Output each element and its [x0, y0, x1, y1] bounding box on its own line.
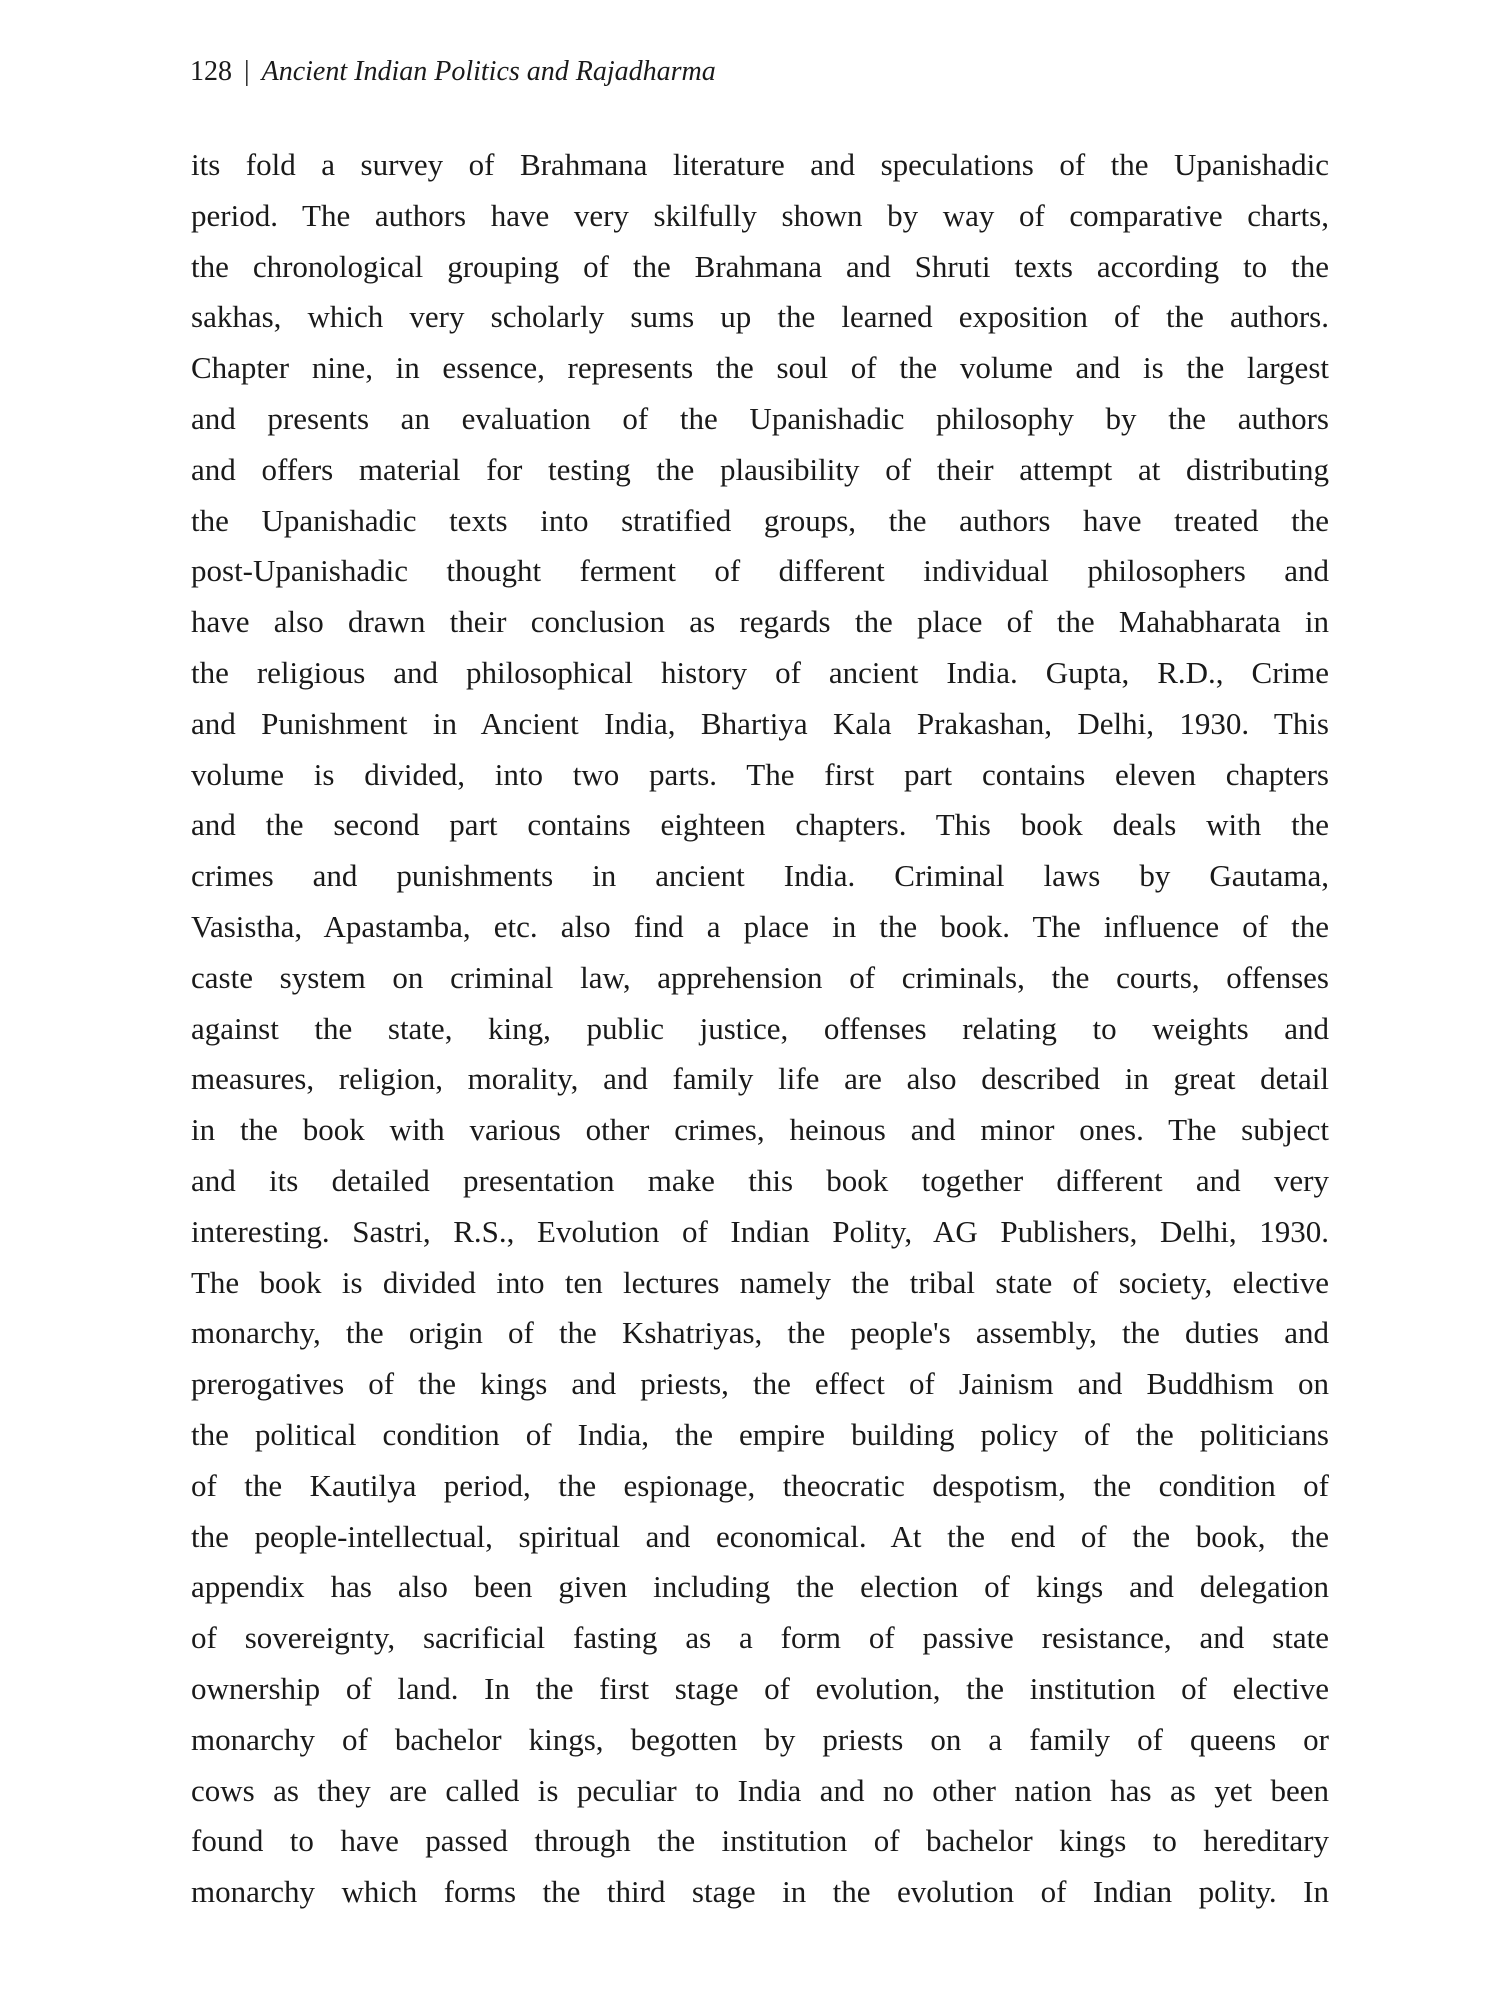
text-line: appendix has also been given including the election of kings and delegation [191, 1569, 1329, 1605]
text-line: monarchy which forms the third stage in the evolution of Indian polity. In [191, 1874, 1329, 1910]
text-line: prerogatives of the kings and priests, the effect of Jainism and Buddhism on [191, 1366, 1329, 1402]
text-line: monarchy, the origin of the Kshatriyas, the people's assembly, the duties and [191, 1315, 1329, 1351]
text-line: the political condition of India, the empire building policy of the politicians [191, 1416, 1329, 1452]
text-line: volume is divided, into two parts. The first part contains eleven chapters [191, 756, 1329, 792]
page-number: 128 [190, 56, 232, 87]
text-line: Vasistha, Apastamba, etc. also find a place in the book. The influence of the [191, 908, 1329, 944]
text-line: Chapter nine, in essence, represents the soul of the volume and is the largest [191, 350, 1329, 386]
text-line: ownership of land. In the first stage of evolution, the institution of elective [191, 1670, 1329, 1706]
text-line: and offers material for testing the plausibility of their attempt at distributing [191, 451, 1329, 487]
running-title: Ancient Indian Politics and Rajadharma [261, 56, 716, 87]
text-line: interesting. Sastri, R.S., Evolution of Indian Polity, AG Publishers, Delhi, 1930. [191, 1213, 1329, 1249]
text-line: and presents an evaluation of the Upanishadic philosophy by the authors [191, 400, 1329, 436]
text-line: against the state, king, public justice, offenses relating to weights and [191, 1010, 1329, 1046]
text-line: and its detailed presentation make this book together different and very [191, 1162, 1329, 1198]
text-line: sakhas, which very scholarly sums up the learned exposition of the authors. [191, 299, 1329, 335]
text-line: found to have passed through the institution of bachelor kings to hereditary [191, 1823, 1329, 1859]
text-line: crimes and punishments in ancient India. Criminal laws by Gautama, [191, 858, 1329, 894]
text-line: and the second part contains eighteen chapters. This book deals with the [191, 807, 1329, 843]
text-line: and Punishment in Ancient India, Bhartiya Kala Prakashan, Delhi, 1930. This [191, 705, 1329, 741]
text-line: its fold a survey of Brahmana literature and speculations of the Upanishadic [191, 147, 1329, 182]
text-line: the people-intellectual, spiritual and economical. At the end of the book, the [191, 1518, 1329, 1554]
text-line: in the book with various other crimes, heinous and minor ones. The subject [191, 1112, 1329, 1148]
text-line: measures, religion, morality, and family life are also described in great detail [191, 1061, 1329, 1097]
text-line: cows as they are called is peculiar to India and no other nation has as yet been [191, 1772, 1329, 1808]
header-separator: | [244, 56, 250, 87]
running-header [190, 56, 716, 88]
text-line: monarchy of bachelor kings, begotten by priests on a family of queens or [191, 1721, 1329, 1757]
text-line: of the Kautilya period, the espionage, theocratic despotism, the condition of [191, 1467, 1329, 1503]
text-line: The book is divided into ten lectures namely the tribal state of society, elective [191, 1264, 1329, 1300]
text-line: post-Upanishadic thought ferment of different individual philosophers and [191, 553, 1329, 589]
text-line: the religious and philosophical history of ancient India. Gupta, R.D., Crime [191, 654, 1329, 690]
text-line: have also drawn their conclusion as regards the place of the Mahabharata in [191, 604, 1329, 640]
text-line: caste system on criminal law, apprehension of criminals, the courts, offenses [191, 959, 1329, 995]
text-line: of sovereignty, sacrificial fasting as a form of passive resistance, and state [191, 1620, 1329, 1656]
text-line: the Upanishadic texts into stratified groups, the authors have treated the [191, 502, 1329, 538]
text-line: period. The authors have very skilfully shown by way of comparative charts, [191, 197, 1329, 233]
body-text [191, 140, 1329, 1918]
text-line: the chronological grouping of the Brahmana and Shruti texts according to the [191, 248, 1329, 284]
